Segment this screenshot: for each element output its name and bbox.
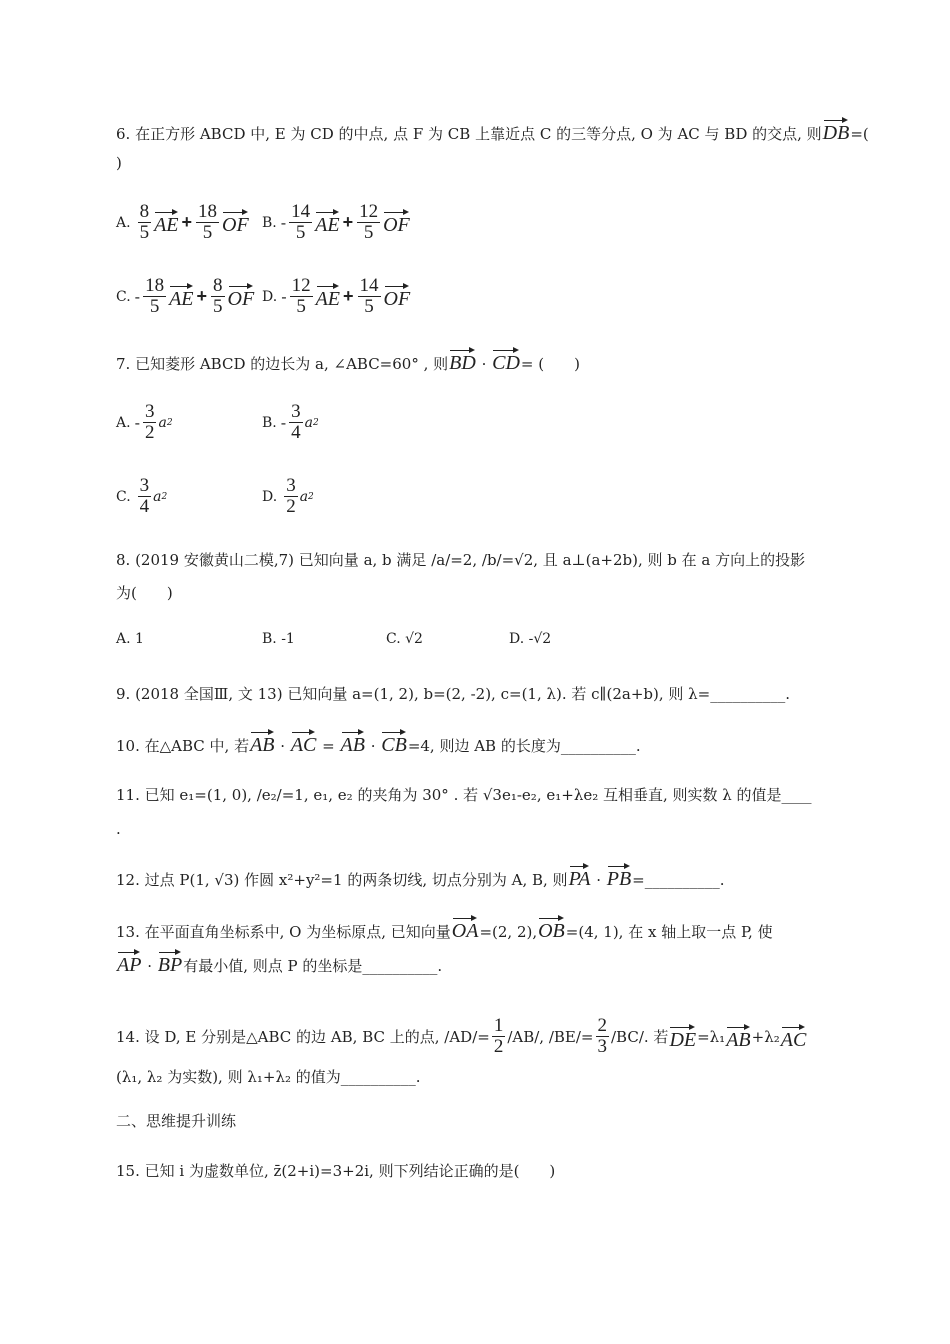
q6-stem-text: 6. 在正方形 ABCD 中, E 为 CD 的中点, 点 F 为 CB 上靠近点 C 的三等分点, O 为 AC 与 BD 的交点, 则 <box>116 125 822 143</box>
q11-stem: 11. 已知 e₁=(1, 0), /e₂/=1, e₁, e₂ 的夹角为 30° . 若 √3e₁-e₂, e₁+λe₂ 互相垂直, 则实数 λ 的值是____ <box>116 786 812 804</box>
q13-stem-line2: AP · BP有最小值, 则点 P 的坐标是__________. <box>116 948 442 977</box>
q14-stem-line2: (λ₁, λ₂ 为实数), 则 λ₁+λ₂ 的值为__________. <box>116 1068 421 1086</box>
section-heading: 二、思维提升训练 <box>116 1112 237 1130</box>
q15-stem: 15. 已知 i 为虚数单位, z̄(2+i)=3+2i, 则下列结论正确的是( ) <box>116 1162 556 1180</box>
q6-stem <box>116 116 869 145</box>
fraction: $\frac{14}{5}$ <box>291 201 311 243</box>
q6-vector: DB <box>823 116 850 144</box>
q13-stem: 13. 在平面直角坐标系中, O 为坐标原点, 已知向量OA=(2, 2),OB=(4, 1), 在 x 轴上取一点 P, 使 <box>116 914 773 943</box>
q8-option-d: D. -√2 <box>509 631 552 647</box>
q7-stem: 7. 已知菱形 ABCD 的边长为 a, ∠ABC=60° , 则BD · CD= ( ) <box>116 346 580 375</box>
fraction: $\frac{14}{5}$ <box>359 275 379 317</box>
q8-stem: 8. (2019 安徽黄山二模,7) 已知向量 a, b 满足 /a/=2, /b/=√2, 且 a⊥(a+2b), 则 b 在 a 方向上的投影 <box>116 551 806 569</box>
q9-stem: 9. (2018 全国Ⅲ, 文 13) 已知向量 a=(1, 2), b=(2, -2), c=(1, λ). 若 c∥(2a+b), 则 λ=__________. <box>116 685 790 703</box>
q6-option-a: A. $\frac{8}{5}$ AE + $\frac{18}{5}$ OF <box>116 201 249 243</box>
q6-stem-line2: ) <box>116 154 122 172</box>
q6-option-b: B. - $\frac{14}{5}$ AE + $\frac{12}{5}$ OF <box>262 201 410 243</box>
q8-stem-line2: 为( ) <box>116 584 173 602</box>
q8-option-c: C. √2 <box>386 631 423 647</box>
fraction: $\frac{12}{5}$ <box>359 201 379 243</box>
fraction: $\frac{18}{5}$ <box>198 201 218 243</box>
q6-stem-tail: =( <box>850 125 869 143</box>
q10-stem: 10. 在△ABC 中, 若AB · AC = AB · CB=4, 则边 AB 的长度为__________. <box>116 728 641 757</box>
q7-option-d: D. $\frac{3}{2}$ a 2 <box>262 475 314 517</box>
q7-option-c: C. $\frac{3}{4}$ a 2 <box>116 475 168 517</box>
fraction: $\frac{12}{5}$ <box>291 275 311 317</box>
q8-option-a: A. 1 <box>116 631 144 647</box>
q7-option-b: B. - $\frac{3}{4}$ a 2 <box>262 401 319 443</box>
q7-option-a: A. - $\frac{3}{2}$ a 2 <box>116 401 173 443</box>
fraction: $\frac{18}{5}$ <box>145 275 165 317</box>
q14-stem: 14. 设 D, E 分别是△ABC 的边 AB, BC 上的点, /AD/= $\frac{1}{2}$ /AB/, /BE/= $\frac{2}{3}$ /BC/. 若 DE =λ₁ AB +λ₂ AC <box>116 1015 807 1057</box>
q8-option-b: B. -1 <box>262 631 295 647</box>
fraction: $\frac{8}{5}$ <box>139 201 150 243</box>
q12-stem: 12. 过点 P(1, √3) 作圆 x²+y²=1 的两条切线, 切点分别为 A, B, 则PA · PB=__________. <box>116 862 725 891</box>
q6-option-c: C. - $\frac{18}{5}$ AE + $\frac{8}{5}$ OF <box>116 275 255 317</box>
q6-option-d: D. - $\frac{12}{5}$ AE + $\frac{14}{5}$ OF <box>262 275 411 317</box>
q11-stem-line2: . <box>116 820 121 838</box>
fraction: $\frac{8}{5}$ <box>213 275 223 317</box>
